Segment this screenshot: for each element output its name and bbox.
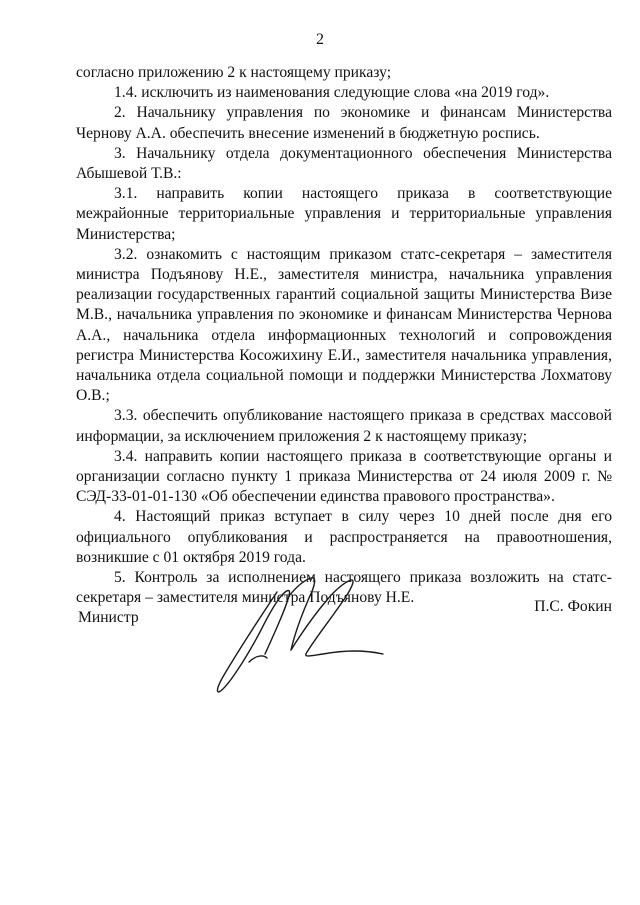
handwritten-signature <box>205 570 395 700</box>
paragraph-3-3: 3.3. обеспечить опубликование настоящего приказа в средствах массовой информации, за исключением приложения 2 к настоящему приказу; <box>76 407 612 445</box>
document-body <box>76 63 612 608</box>
paragraph-2: 2. Начальнику управления по экономике и финансам Министерства Чернову А.А. обеспечить внесение изменений в бюджетную роспись. <box>76 104 612 142</box>
paragraph-1-4: 1.4. исключить из наименования следующие слова «на 2019 год». <box>114 84 550 102</box>
signoff-title: Министр <box>78 609 139 626</box>
paragraph-3-1: 3.1. направить копии настоящего приказа в соответствующие межрайонные территориальные управления и территориальные управления Министерства; <box>76 185 612 243</box>
paragraph-5: 5. Контроль за исполнением настоящего приказа возложить на статс-секретаря – заместителя министра Подъянову Н.Е. <box>76 569 612 607</box>
paragraph-3-2: 3.2. ознакомить с настоящим приказом статс-секретаря – заместителя министра Подъянову Н.Е., заместителя министра, начальника управления реализации государственных гарантий социальной защиты Министерства Визе М.В., начальника управления по экономике и финансам Министерства Чернова А.А., начальника отдела информационных технологий и сопровождения регистра Министерства Косожихину Е.И., заместителя начальника управления, начальника отдела социальной помощи и поддержки Министерства Лохматову О.В.; <box>76 245 612 405</box>
paragraph-3-4: 3.4. направить копии настоящего приказа в соответствующие органы и организации согласно пункту 1 приказа Министерства от 24 июля 2009 г. № СЭД-33-01-01-130 «Об обеспечении единства правового пространства». <box>76 447 612 506</box>
paragraph-3: 3. Начальнику отдела документационного обеспечения Министерства Абышевой Т.В.: <box>76 144 612 183</box>
page-number: 2 <box>316 31 324 48</box>
paragraph-attachment-ref: согласно приложению 2 к настоящему приказу; <box>76 64 392 81</box>
paragraph-4: 4. Настоящий приказ вступает в силу через 10 дней после дня его официального опубликования и распространяется на правоотношения, возникшие с 01 октября 2019 года. <box>76 508 612 566</box>
signoff-name: П.С. Фокин <box>534 598 612 615</box>
